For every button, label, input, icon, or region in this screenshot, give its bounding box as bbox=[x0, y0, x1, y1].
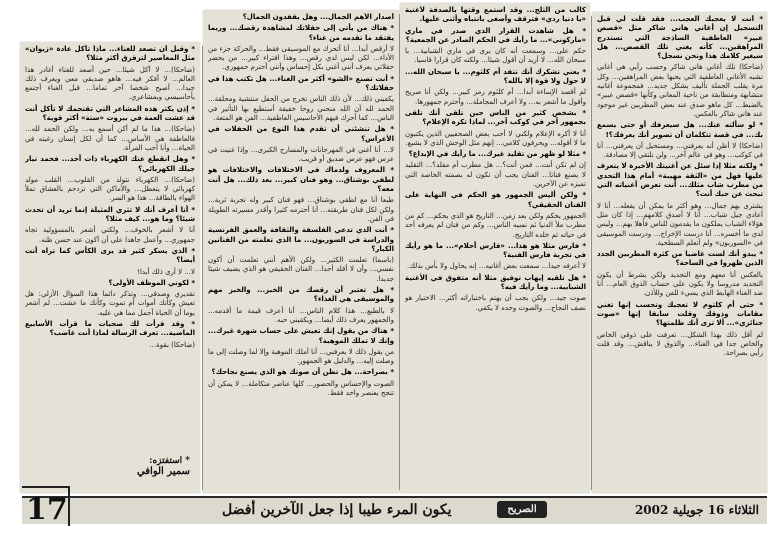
interview-question: * أنت الذي تدعي الفلسفة والثقافة والعمق الفرنسية والدراسة في السوربون... ما الذي تعلمته من الفنانين الكبار؟ bbox=[208, 226, 394, 253]
interview-question: * هل تعتبر أن رقصك من الخبز... والخبز مهم والموسيقى هي الغذاء؟ bbox=[208, 286, 394, 304]
interview-question: * أنا أعرف أنك لا تثري المثيلة إنما تريد أن تحدث شيئا؟ وما هو... كيف مثلا؟ bbox=[25, 205, 195, 224]
signature-block bbox=[40, 456, 190, 477]
page-number: 17 bbox=[26, 492, 68, 527]
article-column-2 bbox=[405, 6, 586, 493]
interview-question: * ولكن أليس الجمهور هو الحكم في النهاية على الفنان الحقيقي؟ bbox=[405, 191, 586, 209]
interview-question: * لكوني الموظف الأولى؟ bbox=[108, 278, 195, 287]
signature-name: سمير الوافي bbox=[136, 466, 190, 477]
interview-question: أصدار الأهم الجمال... وهل يقفدون الجمال؟ bbox=[242, 13, 394, 21]
article-column-4 bbox=[25, 45, 195, 453]
interview-question: * هل تلقيه إيهاب توفيق مثلا أنه متفوق في الأغنية الشبابية... وما رأيك فيه؟ bbox=[405, 273, 586, 292]
interview-question: * وقبل أن تصعد للغناء... ماذا تأكل عادة «زيوان» مثل المعاصير لتزقزق أكثر مثلا؟ bbox=[25, 45, 195, 63]
interview-answer: (ضاحكا)... لا آكل شيئا... حين أصعد للغناء أغادر هذا العالم... لا أفكر فيه... هاهو صديقي معي ويعرف ذلك جيدا... أصبح شخصا آخر تماما... قبل الغناء أجتمع بأحاسيسي وبمشاعري. bbox=[25, 65, 195, 102]
interview-answer: من يقول ذلك لا يعرفني... أنا أملك الموهبة وإلا لما وصلت إلى ما وصلت إليه... والدليل هو الجمهور. bbox=[208, 347, 394, 366]
footer-slogan: يكون المرء طيبا إذا جعل الآخرين أفضل bbox=[222, 502, 452, 518]
interview-answer: لا بالطبع... هذا كلام الناس... أنا أعرف قيمة ما أقدمه... والجمهور يعرف ذلك أيضا... ويكفيني حبه. bbox=[208, 306, 394, 324]
interview-question: * يعني تشكرك أنك نتقد أم كلثوم... يا سبحان الله... لا حول ولا قوة إلا بالله؟ bbox=[405, 67, 586, 86]
interview-question: * بشخص كثير من الناس حين تلقى أنك تلقى بجمهور آخر في كوكب آخر... لماذا تكره الإعلام؟ bbox=[405, 108, 586, 127]
interview-answer: (باسما) تعلمت الكثير... ولكن الأهم أنني تعلمت أن أكون نفسي... وأن لا أقلد أحدا... الفنان الحقيقي هو الذي يضيف شيئا جديدا. bbox=[208, 256, 394, 283]
issue-date: الثلاثاء 16 جويلية 2002 bbox=[634, 503, 759, 517]
interview-question: * ولكنه مثلا إذا سئل عن أغنيتك الأخيرة لا يتعرف عليها فهل من «الثقة مهيبة» أمام هذا التحدي من مطرب شاب مثلك... أنت تعرض أغنياته التي تبحث عن حبك أنت؟ bbox=[597, 162, 763, 199]
interview-question: كالب من الثلج... وقد استمع وقتها بالصدفة لأغنية «يا دنيا ردي» فترقف وأصغى بانتباه وأثنى عليها. bbox=[405, 6, 586, 24]
article-column-1 bbox=[597, 15, 763, 493]
interview-question: * لو سألته عنك... هل سيعرفك أو حتى يسمع بك... في قصة تتكلمان أن تصوير أنك يعرفك؟! bbox=[597, 121, 763, 139]
interview-answer: أنا لا أكره الإعلام ولكني لا أحب بعض الصحفيين الذين يكتبون ما لا أقوله... ويحرفون كلامي... إنهم مثل الوحش الذي لا يشبع. bbox=[405, 129, 586, 147]
interview-question: * إذن يكثر هذه المشاعر التي تقتحمك لا تأكل أنت قد عشت العمة في بيروت «ستة» أكثر قوية؟ bbox=[25, 104, 195, 123]
interview-question: * هل تنشئني أن تقدم هذا النوع من الحفلات في الأعراس؟ bbox=[208, 125, 394, 143]
interview-question: * الذي يسكر كثير قد يرى الكأس كما تراه أنت أيضا؟ bbox=[25, 246, 195, 265]
interview-answer: الجمهور يحكم ولكن بعد زمن... التاريخ هو الذي يحكم... كم من مطرب ملأ الدنيا ثم نسيه الناس... وكم من فنان لم يعرفه أحد في حياته ثم خلده التاريخ. bbox=[405, 211, 586, 239]
interview-answer: صوت جيد... ولكن يجب أن يهتم باختياراته أكثر... الاختيار هو نصف النجاح... والصوت وحده لا يكفي. bbox=[405, 294, 586, 312]
column-separator bbox=[591, 16, 592, 490]
interview-question: * يبدو أنك لست غاضبا من كثرة المطربين الجدد الذين ظهروا في الساحة؟ bbox=[597, 250, 763, 268]
interview-answer: (ضاحكا)... هذا ما لم أكن أسمع به... ولكن الحمد لله... فالعاطفة هي الأساس... كما أن لكل إنسان رغبته في الحياة... وأنا أحب المرأة. bbox=[25, 125, 195, 152]
interview-answer: لا... أنا أغني في المهرجانات والمسارح الكبرى... وإذا غنيت في عرس فهو عرس صديق أو قريب. bbox=[208, 145, 394, 164]
interview-question: * مثلا لو ظهر من تقليد غيرك... ما رأيك في الإبداع؟ bbox=[408, 150, 586, 159]
interview-question: * فارس مثلا هو هذا... «فارس أحلام»... ما هو رأيك في تجربة فارس الفنية؟ bbox=[405, 241, 586, 260]
interview-question: * المعروف ولدماك في الاختلافات والاختلافات هو لطفي بوشناق... وهو فنان كبير... بعد ذلك... هل أنت معه؟ bbox=[208, 166, 394, 194]
interview-question: * هناك من يقول إنك تعيش على حساب شهرة غيرك... وإنك لا تملك الموهبة؟ bbox=[208, 327, 394, 345]
interview-question: * وهل انقطع عنك الكهرباء ذات أحد... فخمد تيار جيلك الكهربائي؟ bbox=[25, 155, 195, 173]
interview-answer: بالعكس أنا معهم ومع التجديد ولكن بشرط أن يكون التجديد مدروسا ولا يكون على حساب الذوق العام... أنا ضد الغناء الهابط الذي يسيء للفن وللأذن. bbox=[597, 270, 763, 298]
column-separator bbox=[399, 14, 400, 490]
interview-answer: لم أقصد الإساءة أبدا... أم كلثوم رمز كبير... ولكن أنا صريح وأقول ما أشعر به... ولا أعرف المجاملة... وأحترم جمهورها. bbox=[405, 88, 586, 106]
interview-answer: لا... لا أرى ذلك أبدا! bbox=[137, 267, 195, 276]
interview-question: * وقد قرأت لك صحبات ما قرأت الأسابيع الماضية... تعرف الرسالة لماذا أنت غاضب؟ bbox=[25, 320, 195, 338]
page-footer bbox=[22, 492, 767, 527]
interview-answer: (ضاحكا) لا أظن أنه يعرفني... ومستحيل أن يعرفني... أنا في كوكب... وهو في عالم آخر... ولن نلتقي إلا مصادفة. bbox=[597, 141, 763, 160]
interview-answer: تقديري وصدقي... وتذكر دائما هذا السؤال الأزلي: هل تعيش وكأنك أموات أم تموت وكأنك ما عشت... لم أشعر يوما أن الحياة أجمل مما هي عليه. bbox=[25, 290, 195, 317]
interview-answer: إن لم تكن أنت... فمن أنت؟... هل مطرب أم مقلد؟... التقليد لا يصنع فنانا... الفنان يجب أن تكون له بصمته الخاصة التي تميزه عن الآخرين. bbox=[405, 161, 586, 189]
newspaper-logo: الصريح bbox=[497, 501, 547, 518]
interview-answer: يكفيني ذلك... لأن ذلك الناس تخرج من الحفل منتشية ومحلقة... الحمد لله أن الله منحني روحا خفيفة أستطيع بها التأثير في الناس... كما أحرك فيهم الأحاسيس العاطفية... الفن هو المتعة. bbox=[208, 95, 394, 122]
interview-answer: حكم على... وسمعت أنه كان يرى في ماري الشبابية... يا سبحان الله... لا أريد أن أقول شيئا... ولكنه كان قرارا قاسيا. bbox=[405, 47, 586, 65]
interview-answer: (ضاحكا)... الكهرباء تتولد من القلوب... القلب مولد كهربائي لا يتعطل... والأماكن التي تزدحم بالعشاق تملأ الهواء بالطاقة... هذا هو السر. bbox=[25, 175, 195, 203]
interview-answer: لا أرقص أبدا... أنا أتحرك مع الموسيقى فقط... والحركة جزء من الأداء... لكن ليس لدي رقص... وهذا افتراء كبير... من يحضر حفلاتي يعرف أنني أغني بكل إحساس وأنني أحترم جمهوري. bbox=[208, 44, 394, 72]
interview-answer: طبعا أنا مع لطفي بوشناق... فهو فنان كبير وله تجربة ثرية... ولكن لكل فنان طريقته... أنا أحترمه كثيرا وأقدر مسيرته الطويلة في الفن. bbox=[208, 196, 394, 223]
interview-answer: يشترى بهم جمال... وهو أكثر ما يمكن أن يفعله... أنا لا أعادي جيل شباب... أنا لا أصدق كلامهم... إذا كان مثل هؤلاء الشباب يملكون ما يقدمون للناس فأهلا بهم... وليس لدي ما أخسره... أنا درست الإخراج... ودرست الموسيقى في «السوربون» ولم أتعلم السطحية. bbox=[597, 201, 763, 247]
interview-question: * أنت لا يعجبك العجب... فقد قلت لي قبل التسجيل إن أغاني هاني شاكر مثل «قصص عبير» العاطفية الساذجة التي تستدرج المراهقين... كأنه يغني تلك القصص... هل سيغير كلامك هذا ونحن نسجل؟ bbox=[597, 15, 763, 61]
interview-answer: لا أعرفه جيدا... سمعت بعض أغانيه... إنه يحاول ولا بأس بذلك. bbox=[407, 262, 586, 271]
interview-question: * هناك من يأتي إلى حفلاتك لمشاهدة رقصك... وربما يفتقد ما تقدمه من غناء؟ bbox=[208, 24, 394, 42]
interview-question: * بصراحة... هل تظن أن صوتك هو الذي يصنع نجاحك؟ bbox=[211, 368, 394, 377]
interview-answer: أنا لا أشعر بالخوف... ولكني أشعر بالمسؤولية تجاه جمهوري... وأعمل جاهدا على أن أكون عند حسن ظنه. bbox=[25, 226, 195, 244]
interview-answer: لم أقل ذلك بهذا الشكل... تعرفت على ذوقي الخاص والخاص جدا في الغناء... والذوق لا يناقش... وقد قلت رأيي بصراحة. bbox=[597, 330, 763, 358]
interview-question: * هل شاهدت القرار الذي صدر في ماري «ماركونى»... ما رأيك في الحكم الصادر عن الجمعية؟ bbox=[405, 26, 586, 44]
column-separator bbox=[202, 46, 203, 490]
article-column-3 bbox=[208, 13, 394, 493]
interview-answer: الصوت والإحساس والحضور... كلها عناصر متكاملة... لا يمكن أن تنجح بعنصر واحد فقط. bbox=[208, 379, 394, 397]
signature-label: * استفتزه: bbox=[149, 456, 190, 466]
interview-question: * أنت تصنع «الشو» أكثر من الغناء... هل تكتب هذا في حفلاتك؟ bbox=[208, 74, 394, 93]
interview-answer: (ضاحكا) بقوة... bbox=[149, 340, 195, 349]
interview-question: * حتى أم كلثوم لا تعجبك وتحسب إنها تغني مقامات وذوقك وقلت سابقا إنها «صوت جنائزي»... ألا ترى أنك ظلمتها؟ bbox=[597, 300, 763, 328]
interview-answer: (ضاحكا) تلك أغاني هاني شاكر وحسب رأيي هي أغاني تشبه الأغاني العاطفية التي يحبها بعض المراهقين... وكل مرة يقلب الجملة تأليف بشكل جديد... فمجموعة أغانيه متشابهة ومتطابقة من ناحية المعاني وكأنها «قصص عبير» بالضبط... كل ماهو صدق عند بعض المطربين غير موجود عند هاني شاكر بالعكس. bbox=[597, 63, 763, 118]
